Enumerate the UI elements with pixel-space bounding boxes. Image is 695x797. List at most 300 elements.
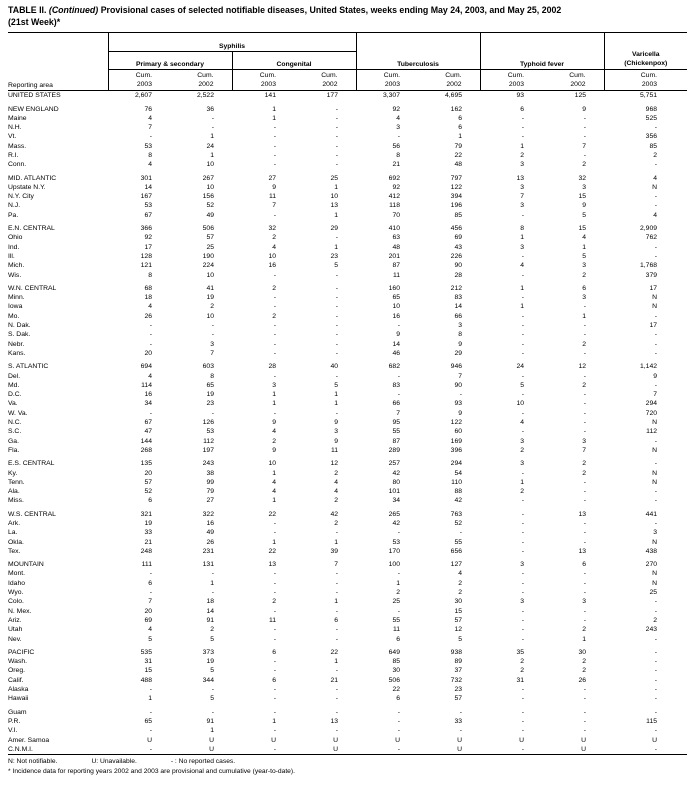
value-cell: 2 — [520, 667, 525, 675]
reporting-area-cell: Hawaii — [8, 695, 29, 703]
value-cell: 46 — [392, 349, 400, 357]
value-cell: - — [583, 114, 587, 122]
value-cell: 1 — [334, 658, 338, 666]
value-cell: - — [273, 658, 276, 666]
value-cell: 396 — [450, 446, 463, 454]
value-cell: - — [273, 133, 276, 141]
value-cell: - — [397, 717, 400, 725]
value-cell: 7 — [520, 193, 525, 201]
value-cell: 5 — [148, 635, 152, 643]
value-cell: 8 — [148, 271, 152, 279]
value-cell: - — [521, 133, 525, 141]
value-cell: 112 — [646, 428, 658, 436]
value-cell: 3 — [582, 183, 587, 191]
value-cell: - — [521, 322, 525, 330]
value-cell: - — [521, 538, 525, 546]
footnote-line2: * Incidence data for reporting years 2002 and 2003 are provisional and cumulative (year-to-date). — [8, 768, 295, 776]
value-cell: 1 — [520, 234, 525, 242]
column-header: Cum. 2003 — [604, 70, 687, 91]
value-cell: 135 — [140, 460, 152, 468]
value-cell: - — [335, 409, 338, 417]
value-cell: 14 — [454, 303, 463, 311]
value-cell: 4 — [148, 626, 152, 634]
value-cell: 3 — [272, 381, 276, 389]
reporting-area-cell: Ariz. — [8, 616, 22, 624]
value-cell: - — [521, 626, 525, 634]
value-cell: - — [521, 579, 525, 587]
table-row — [8, 372, 687, 381]
table-row — [8, 519, 687, 528]
value-cell: 11 — [268, 616, 276, 624]
table-body — [8, 91, 687, 755]
value-cell: 1 — [334, 391, 338, 399]
value-cell: - — [654, 488, 658, 496]
value-cell: - — [583, 488, 587, 496]
syphilis-group-header: Syphilis — [108, 33, 356, 52]
value-cell: - — [335, 708, 338, 716]
value-cell: 5 — [210, 635, 214, 643]
value-cell: - — [273, 340, 276, 348]
value-cell: 80 — [392, 478, 400, 486]
value-cell: 8 — [148, 152, 152, 159]
value-cell: - — [654, 202, 658, 210]
value-cell: 4 — [653, 174, 658, 182]
value-cell: 938 — [450, 648, 463, 656]
value-cell: 13 — [268, 561, 276, 569]
value-cell: - — [583, 322, 587, 330]
value-cell: - — [211, 570, 214, 578]
value-cell: 8 — [458, 331, 463, 339]
reporting-area-cell: Mont. — [8, 570, 25, 578]
value-cell: 52 — [454, 519, 463, 527]
value-cell: 141 — [264, 92, 276, 100]
column-header: Cum. 2002 — [418, 70, 480, 91]
value-cell: - — [521, 635, 525, 643]
value-cell: - — [335, 271, 338, 279]
value-cell: 42 — [330, 510, 338, 518]
value-cell: 13 — [578, 510, 587, 518]
value-cell: 2 — [520, 446, 525, 454]
value-cell: 32 — [578, 174, 587, 182]
reporting-area-cell: P.R. — [8, 717, 21, 725]
value-cell: - — [583, 372, 587, 380]
table-row — [8, 704, 687, 717]
value-cell: 4,695 — [445, 92, 463, 100]
value-cell: 15 — [578, 193, 587, 201]
value-cell: 4 — [520, 419, 525, 427]
value-cell: 373 — [202, 648, 214, 656]
value-cell: 2 — [520, 488, 525, 496]
table-row — [8, 726, 687, 735]
value-cell: 270 — [645, 561, 658, 569]
value-cell: 31 — [144, 658, 152, 666]
table-row — [8, 349, 687, 358]
reporting-area-cell: Iowa — [8, 303, 23, 311]
value-cell: 8 — [396, 152, 400, 159]
value-cell: 2 — [582, 161, 587, 169]
value-cell: 110 — [451, 478, 463, 486]
reporting-area-cell: Ala. — [8, 488, 20, 496]
value-cell: 11 — [392, 271, 400, 279]
title-prefix: TABLE II. — [8, 5, 49, 15]
table-row — [8, 496, 687, 505]
value-cell: 603 — [202, 363, 214, 371]
value-cell: 3 — [520, 183, 525, 191]
column-header: Cum. 2003 — [480, 70, 542, 91]
footnotes — [8, 757, 687, 777]
value-cell: 438 — [645, 547, 658, 555]
table-row — [8, 243, 687, 252]
value-cell: 1 — [396, 579, 400, 587]
value-cell: - — [335, 331, 338, 339]
value-cell: 13 — [330, 717, 338, 725]
footnote-item: U: Unavailable. — [91, 758, 137, 766]
value-cell: 692 — [388, 174, 400, 182]
value-cell: 525 — [645, 114, 658, 122]
value-cell: - — [273, 294, 276, 302]
value-cell: 4 — [458, 570, 463, 578]
value-cell: 3 — [520, 460, 525, 468]
value-cell: 92 — [392, 105, 400, 113]
value-cell: 35 — [516, 648, 525, 656]
value-cell: 197 — [202, 446, 214, 454]
value-cell: 85 — [392, 658, 400, 666]
value-cell: - — [654, 658, 658, 666]
value-cell: - — [583, 409, 587, 417]
reporting-area-cell: N.Y. City — [8, 193, 34, 201]
value-cell: U — [652, 736, 658, 744]
value-cell: 6 — [582, 284, 587, 292]
reporting-area-cell: Miss. — [8, 497, 24, 505]
table-row — [8, 569, 687, 578]
reporting-area-cell: Tenn. — [8, 478, 25, 486]
value-cell: - — [459, 727, 463, 735]
value-cell: - — [521, 271, 525, 279]
value-cell: - — [521, 519, 525, 527]
value-cell: 7 — [458, 372, 463, 380]
value-cell: - — [521, 252, 525, 260]
value-cell: 2 — [210, 303, 214, 311]
table-row — [8, 220, 687, 233]
value-cell: 4 — [272, 428, 276, 436]
value-cell: - — [521, 340, 525, 348]
value-cell: 85 — [454, 211, 463, 219]
value-cell: 2 — [458, 589, 463, 597]
value-cell: - — [335, 607, 338, 615]
value-cell: 7 — [210, 349, 214, 357]
value-cell: 682 — [388, 363, 400, 371]
value-cell: 22 — [330, 648, 338, 656]
value-cell: - — [273, 142, 276, 150]
value-cell: 3 — [520, 437, 525, 445]
value-cell: - — [521, 727, 525, 735]
reporting-area-cell: Ind. — [8, 243, 20, 251]
reporting-area-cell: Md. — [8, 381, 20, 389]
value-cell: 30 — [454, 598, 463, 606]
value-cell: 301 — [140, 174, 152, 182]
value-cell: - — [521, 312, 525, 320]
reporting-area-cell: N.C. — [8, 419, 22, 427]
reporting-area-cell: Utah — [8, 626, 23, 634]
value-cell: - — [273, 211, 276, 219]
value-cell: 1 — [334, 211, 338, 219]
value-cell: - — [583, 428, 587, 436]
value-cell: - — [149, 570, 152, 578]
table-row — [8, 312, 687, 321]
value-cell: 16 — [144, 391, 152, 399]
reporting-area-cell: Nebr. — [8, 340, 25, 348]
value-cell: - — [273, 579, 276, 587]
value-cell: 89 — [454, 658, 463, 666]
value-cell: 649 — [388, 648, 400, 656]
value-cell: 160 — [388, 284, 400, 292]
value-cell: 4 — [148, 372, 152, 380]
reporting-area-cell: Tex. — [8, 547, 21, 555]
value-cell: 53 — [206, 428, 214, 436]
value-cell: 2 — [396, 589, 400, 597]
value-cell: - — [335, 312, 338, 320]
value-cell: 412 — [388, 193, 400, 201]
value-cell: - — [521, 529, 525, 537]
table-row — [8, 418, 687, 427]
reporting-area-cell: N. Mex. — [8, 607, 32, 615]
value-cell: - — [521, 372, 525, 380]
table-row — [8, 101, 687, 114]
value-cell: 2 — [272, 234, 276, 242]
footnote-item: - : No reported cases. — [170, 758, 236, 766]
value-cell: - — [335, 686, 338, 694]
value-cell: - — [521, 589, 525, 597]
reporting-area-cell: Ohio — [8, 234, 23, 242]
value-cell: - — [397, 372, 400, 380]
table-title-line1 — [8, 5, 687, 17]
value-cell: 63 — [392, 234, 400, 242]
value-cell: 720 — [645, 409, 658, 417]
value-cell: - — [654, 676, 658, 684]
value-cell: 13 — [516, 174, 525, 182]
value-cell: - — [654, 193, 658, 201]
value-cell: 42 — [392, 469, 400, 477]
value-cell: 17 — [649, 284, 658, 292]
value-cell: 7 — [582, 446, 587, 454]
value-cell: - — [654, 686, 658, 694]
table-row — [8, 261, 687, 270]
value-cell: 694 — [140, 363, 152, 371]
value-cell: - — [335, 579, 338, 587]
value-cell: N — [652, 419, 658, 427]
value-cell: 85 — [649, 142, 658, 150]
value-cell: - — [583, 519, 587, 527]
value-cell: 1 — [210, 152, 214, 159]
value-cell: 3 — [520, 243, 525, 251]
value-cell: 3 — [582, 262, 587, 270]
value-cell: 66 — [392, 400, 400, 408]
value-cell: 22 — [454, 152, 463, 159]
value-cell: 5 — [582, 211, 587, 219]
reporting-area-cell: S.C. — [8, 428, 22, 436]
value-cell: 56 — [392, 142, 400, 150]
title-rest: Provisional cases of selected notifiable diseases, United States, weeks ending May 24, 2003, and May 25, 2002 — [98, 5, 562, 15]
value-cell: - — [521, 409, 525, 417]
value-cell: 3 — [334, 428, 338, 436]
value-cell: 2 — [582, 658, 587, 666]
value-cell: 40 — [330, 363, 338, 371]
value-cell: 322 — [202, 510, 214, 518]
value-cell: 6 — [272, 648, 276, 656]
value-cell: - — [149, 331, 152, 339]
value-cell: - — [273, 303, 276, 311]
value-cell: - — [211, 409, 214, 417]
value-cell: 9 — [334, 437, 338, 445]
value-cell: - — [521, 294, 525, 302]
value-cell: - — [335, 303, 338, 311]
value-cell: - — [459, 391, 463, 399]
value-cell: 4 — [148, 114, 152, 122]
reporting-area-cell: D.C. — [8, 391, 22, 399]
value-cell: 92 — [144, 234, 152, 242]
table-row — [8, 597, 687, 606]
header-group-row — [8, 33, 687, 52]
value-cell: 3 — [520, 161, 525, 169]
reporting-area-cell: Oreg. — [8, 667, 25, 675]
value-cell: 48 — [392, 243, 400, 251]
value-cell: - — [335, 294, 338, 302]
value-cell: - — [211, 114, 214, 122]
value-cell: - — [521, 114, 525, 122]
value-cell: 24 — [516, 363, 525, 371]
congenital-subheader: Congenital — [232, 52, 356, 70]
reporting-area-cell: E.N. CENTRAL — [8, 225, 55, 233]
value-cell: 9 — [272, 446, 276, 454]
value-cell: 11 — [392, 626, 400, 634]
value-cell: 47 — [144, 428, 152, 436]
reporting-area-cell: W.S. CENTRAL — [8, 510, 56, 518]
value-cell: 79 — [454, 142, 463, 150]
value-cell: 65 — [206, 381, 214, 389]
value-cell: 1 — [520, 478, 525, 486]
value-cell: 1 — [210, 727, 214, 735]
value-cell: 68 — [144, 284, 152, 292]
value-cell: - — [273, 607, 276, 615]
value-cell: 6 — [272, 676, 276, 684]
value-cell: - — [654, 648, 658, 656]
value-cell: - — [149, 686, 152, 694]
value-cell: 79 — [206, 488, 214, 496]
value-cell: 27 — [206, 497, 214, 505]
value-cell: - — [211, 322, 214, 330]
value-cell: 17 — [649, 322, 658, 330]
value-cell: - — [335, 152, 338, 159]
value-cell: 5 — [210, 667, 214, 675]
value-cell: 26 — [578, 676, 587, 684]
value-cell: 243 — [202, 460, 214, 468]
value-cell: - — [335, 105, 338, 113]
value-cell: 99 — [206, 478, 214, 486]
value-cell: - — [273, 322, 276, 330]
value-cell: 18 — [144, 294, 152, 302]
value-cell: - — [273, 589, 276, 597]
value-cell: 267 — [202, 174, 214, 182]
value-cell: 1 — [272, 391, 276, 399]
value-cell: 128 — [140, 252, 152, 260]
notifiable-diseases-table — [8, 32, 687, 755]
reporting-area-cell: Ill. — [8, 252, 15, 260]
table-row — [8, 340, 687, 349]
value-cell: 16 — [206, 519, 214, 527]
value-cell: 43 — [454, 243, 463, 251]
value-cell: 9 — [334, 419, 338, 427]
value-cell: - — [335, 570, 338, 578]
value-cell: 69 — [144, 616, 152, 624]
value-cell: 410 — [388, 225, 400, 233]
value-cell: 7 — [148, 598, 152, 606]
value-cell: 10 — [330, 193, 338, 201]
value-cell: 60 — [454, 428, 463, 436]
value-cell: 5 — [582, 252, 587, 260]
value-cell: 55 — [454, 538, 463, 546]
value-cell: 53 — [144, 142, 152, 150]
value-cell: - — [335, 133, 338, 141]
value-cell: 11 — [330, 446, 338, 454]
value-cell: - — [335, 695, 338, 703]
table-row — [8, 506, 687, 519]
value-cell: - — [654, 161, 658, 169]
table-row — [8, 233, 687, 242]
reporting-area-cell: La. — [8, 529, 18, 537]
value-cell: - — [273, 570, 276, 578]
value-cell: 67 — [144, 211, 152, 219]
value-cell: 10 — [206, 271, 214, 279]
value-cell: 26 — [206, 538, 214, 546]
value-cell: 2 — [582, 667, 587, 675]
value-cell: - — [397, 727, 400, 735]
reporting-area-cell: Kans. — [8, 349, 26, 357]
value-cell: 2 — [272, 598, 276, 606]
table-row — [8, 547, 687, 556]
table-row — [8, 170, 687, 183]
reporting-area-cell: N. Dak. — [8, 322, 31, 330]
value-cell: 10 — [392, 303, 400, 311]
value-cell: 4 — [653, 211, 658, 219]
value-cell: 732 — [450, 676, 463, 684]
value-cell: 1 — [210, 579, 214, 587]
value-cell: 34 — [144, 400, 152, 408]
value-cell: 10 — [516, 400, 525, 408]
value-cell: 57 — [144, 478, 152, 486]
value-cell: - — [397, 708, 400, 716]
value-cell: - — [583, 303, 587, 311]
value-cell: 10 — [206, 183, 214, 191]
table-header — [8, 33, 687, 91]
value-cell: 456 — [450, 225, 463, 233]
value-cell: 294 — [645, 400, 658, 408]
value-cell: 2,522 — [196, 92, 214, 100]
value-cell: - — [397, 570, 400, 578]
value-cell: - — [211, 124, 214, 132]
value-cell: - — [335, 142, 338, 150]
value-cell: - — [459, 708, 463, 716]
value-cell: 15 — [578, 225, 587, 233]
reporting-area-cell: MOUNTAIN — [8, 561, 44, 569]
value-cell: 2 — [520, 152, 525, 159]
value-cell: 48 — [454, 161, 463, 169]
value-cell: 2 — [334, 519, 338, 527]
value-cell: - — [273, 161, 276, 169]
value-cell: 21 — [330, 676, 338, 684]
value-cell: 38 — [206, 469, 214, 477]
value-cell: 92 — [392, 183, 400, 191]
table-row — [8, 588, 687, 597]
